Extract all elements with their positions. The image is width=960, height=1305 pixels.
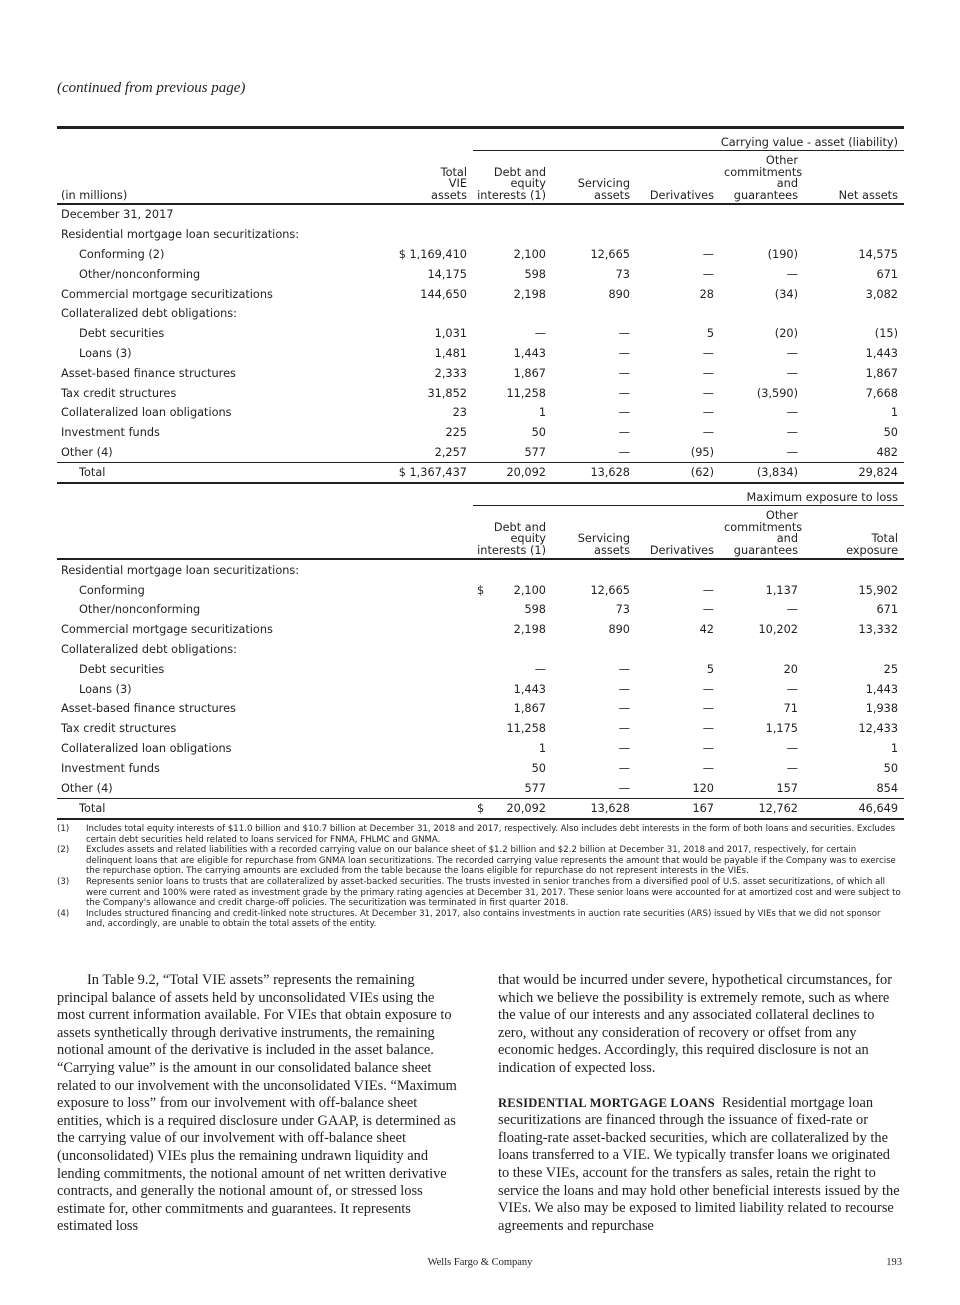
table-cell [552,225,636,245]
table-cell: 144,650 [420,287,467,301]
spacer-cell [369,620,473,640]
column-header-line: assets [594,188,630,202]
column-header [473,151,552,205]
table-cell: — [618,662,630,676]
column-header-line: Total [440,165,467,179]
table-cell: 598 [524,267,546,281]
column-label-header: (in millions) [57,151,369,205]
table-cell: 14,575 [858,247,898,261]
row-label: Commercial mortgage securitizations [61,287,273,301]
table-cell [720,559,804,580]
table-cell: — [786,346,798,360]
table-cell [473,225,552,245]
column-header-line: assets [431,188,467,202]
column-header [552,506,636,560]
table-cell: (95) [690,445,714,459]
date-label: December 31, 2017 [61,208,174,222]
table-cell: 2,257 [434,445,467,459]
column-header-line: equity [510,532,546,546]
column-header [636,506,720,560]
spacer-cell [369,580,473,600]
table-row [57,284,904,304]
table-cell: (20) [774,327,798,341]
row-label: Debt securities [79,327,165,341]
table-row [57,383,904,403]
table-row [57,580,904,600]
total-row [57,798,904,819]
table-row [57,403,904,423]
body-paragraph: that would be incurred under severe, hypothetical circumstances, for which we believe the possibility is extremely remote, such as where the value of our interests and any associated collateral declines to zero, without any consideration of recovery or offset from any economic hedges. Accordingly, this required disclosure is not an indication of expected loss. [498,972,892,1076]
table-cell [552,559,636,580]
table-cell: 1,175 [765,722,798,736]
footnote [57,877,902,909]
table-cell: — [618,741,630,755]
table-cell: — [534,327,546,341]
table-cell: 73 [615,267,630,281]
table-cell [473,699,552,719]
column-header-line: guarantees [733,543,798,557]
table-cell: $ 1,169,410 [398,247,467,261]
table-cell: — [618,445,630,459]
spacer-cell [369,659,473,679]
row-label: Conforming (2) [79,247,165,261]
table-cell: 12,665 [590,583,630,597]
row-label: Investment funds [61,761,160,775]
footnote-text: Excludes assets and related liabilities with a recorded carrying value on our balance sheet of $1.2 billion and $2.2 billion at December 31, 2018 and 2017, respectively, for certain delinquent loans that are eligible for repurchase from GNMA loan securitizations. The recorded carrying value represents the amount that would be payable if the Company was to exercise the repurchase option. The carrying amounts are excluded from the table because the loans eligible for repurchase do not represent interests in the VIEs. [86,845,896,877]
column-header-line: Servicing [577,532,630,546]
table-cell: (3,590) [756,386,798,400]
table-cell: 1,031 [434,327,467,341]
table-row [57,719,904,739]
spacer-cell [369,778,473,798]
column-header [552,151,636,205]
row-label: Collateralized debt obligations: [61,642,237,656]
section-heading: RESIDENTIAL MORTGAGE LOANS [498,1095,715,1110]
table-row [57,778,904,798]
table-cell: 42 [699,623,714,637]
table-cell: 2,100 [513,247,546,261]
table-cell: 5 [706,662,714,676]
cell-value: 1,443 [513,682,546,696]
table-cell: 1,443 [513,346,546,360]
table-cell: — [618,702,630,716]
table-cell: 482 [876,445,898,459]
table-cell: 120 [692,781,714,795]
total-cell: 13,628 [552,463,636,484]
dollar-sign: $ [477,583,485,597]
footnote [57,824,902,845]
footnote-text: Includes total equity interests of $11.0 billion and $10.7 billion at December 31, 2018 and 2017, respectively. Also includes debt interests in the form of both loans and securities. Excludes certain debt securities held related to loans serviced for FNMA, FHLMC and GNMA. [86,824,896,845]
column-header [720,151,804,205]
table-row [57,600,904,620]
column-header-line: interests (1) [477,543,546,557]
table-cell [720,225,804,245]
table-cell: 2,198 [513,287,546,301]
cell-value: 2,100 [513,583,546,597]
cell-value: 50 [531,761,546,775]
total-label: Total [57,798,369,819]
table-cell: 225 [445,426,467,440]
row-label: Investment funds [61,426,160,440]
table-cell [636,640,720,660]
table-cell: 23 [452,406,467,420]
table-cell: — [702,426,714,440]
table-cell: 157 [776,781,798,795]
table-row [57,344,904,364]
spacer-cell [369,679,473,699]
table1-group-header: Carrying value - asset (liability) [473,129,904,151]
spacer-cell [369,719,473,739]
footnote-number: (3) [57,876,70,887]
table-cell [473,778,552,798]
column-header [804,506,904,560]
table-cell: — [786,267,798,281]
table-cell: — [618,426,630,440]
column-header-line: commitments [724,165,803,179]
table-cell: 1 [890,406,898,420]
table-row [57,679,904,699]
table-cell: — [618,406,630,420]
spacer-cell [369,739,473,759]
table-cell [473,580,552,600]
table-row [57,225,904,245]
table-cell [552,640,636,660]
row-label: Collateralized debt obligations: [61,307,237,321]
table-cell [552,304,636,324]
table-cell [636,304,720,324]
spacer-cell [369,699,473,719]
table-cell: (190) [767,247,798,261]
table-cell: — [702,741,714,755]
table-row [57,758,904,778]
total-cell: 12,762 [720,798,804,819]
column-header-line: Debt and [493,165,546,179]
table-cell: 1,443 [865,682,899,696]
table-cell [636,225,720,245]
dollar-sign: $ [477,801,485,815]
section-text: Residential mortgage loan securitizations are financed through the issuance of fixed-rate or floating-rate asset-backed securities, which are collateralized by the loans transferred to a VIE. We typically transfer loans we originated to these VIEs, account for the transfers as sales, retain the right to service the loans and may hold other beneficial interests issued by the VIEs. We also may be exposed to limited liability related to recourse agreements and repurchase [498,1094,900,1234]
table-cell [720,640,804,660]
table-cell: 71 [783,702,798,716]
total-cell: $ 1,367,437 [369,463,473,484]
table-cell: 1,867 [865,366,898,380]
total-value: 20,092 [506,801,546,815]
table-cell: 73 [615,603,630,617]
cell-value: 1 [538,741,546,755]
table-cell: — [702,603,714,617]
table-cell: 2,333 [434,366,467,380]
column-header [473,506,552,560]
footnote-text: Represents senior loans to trusts that are collateralized by asset-backed securities. The trusts invested in senior tranches from a diversified pool of U.S. asset securitizations, of which all were current and 100% were rated as investment grade by the primary rating agencies at December 31, 2017. These senior loans were accounted for at amortized cost and were subject to the Company's allowance and credit charge-off policies. The securitization was terminated in first quarter 2018. [86,876,901,909]
column-header-line: Total [871,532,899,546]
table-row [57,363,904,383]
table-row [57,620,904,640]
table-cell [473,304,552,324]
table-cell [473,758,552,778]
body-paragraph [498,1095,903,1236]
footnote [57,845,902,877]
table-cell: 1,938 [865,702,899,716]
row-label: Loans (3) [79,346,132,360]
row-label: Tax credit structures [61,386,177,400]
row-label: Debt securities [79,662,165,676]
column-header-line: Servicing [577,177,630,190]
row-label: Collateralized loan obligations [61,741,232,755]
row-label: Conforming [79,583,145,597]
table-cell: — [786,761,798,775]
column-header [636,151,720,205]
table-cell: 1,481 [434,346,467,360]
table-cell: 1 [538,406,546,420]
table-cell [804,640,904,660]
table-cell: — [618,366,630,380]
table-cell [804,225,904,245]
footnote-number: (2) [57,845,70,856]
footnote-number: (1) [57,824,70,834]
column-header-line: VIE [448,177,467,190]
table-cell: — [702,583,714,597]
column-header-line: Other [765,509,798,523]
row-label: Other (4) [61,781,113,795]
table-cell: — [786,445,798,459]
column-header-line: Net assets [838,188,898,202]
footnote-text: Includes structured financing and credit-linked note structures. At December 31, 2017, also contains investments in auction rate securities (ARS) issued by VIEs that we did not sponsor and, accordingly, are unable to obtain the total assets of the entity. [86,908,881,930]
column-header-line: Other [765,154,798,167]
table-cell: — [702,722,714,736]
column-header-line: equity [510,177,546,190]
cell-value: 577 [524,781,546,795]
table-cell: — [618,722,630,736]
row-label: Collateralized loan obligations [61,406,232,420]
row-label: Asset-based finance structures [61,702,236,716]
column-header-line: Debt and [493,520,546,534]
table-row [57,640,904,660]
column-header [720,506,804,560]
table-cell: 10,202 [758,623,798,637]
row-label: Loans (3) [79,682,132,696]
table-row [57,324,904,344]
column-header-line: and [776,532,798,546]
table-cell: 5 [706,327,714,341]
column-header-line: Derivatives [649,543,714,557]
table-row [57,304,904,324]
body-right-column [498,972,903,1235]
footer-company: Wells Fargo & Company [427,1257,533,1268]
table-cell: — [786,603,798,617]
table-cell: 13,332 [858,623,899,637]
column-header-line: commitments [724,520,803,534]
table2-header-row [57,506,904,560]
cell-value: — [534,662,546,676]
total-cell: 46,649 [804,798,904,819]
table-cell: 11,258 [506,386,546,400]
table-cell: — [702,346,714,360]
table-cell [473,559,552,580]
table-cell: — [702,761,714,775]
table-cell [720,304,804,324]
table-cell: — [702,406,714,420]
table-row [57,559,904,580]
table-cell: 28 [699,287,714,301]
table-cell: 31,852 [427,386,467,400]
row-label: Tax credit structures [61,722,177,736]
table-cell [473,600,552,620]
column-header-line: assets [594,543,630,557]
table-cell [473,719,552,739]
table-cell: — [786,366,798,380]
table-cell [473,679,552,699]
table-cell: — [618,781,630,795]
table-cell: 890 [608,623,630,637]
table2-group-header: Maximum exposure to loss [473,484,904,506]
spacer-cell [369,640,473,660]
table-cell: 890 [608,287,630,301]
cell-value: 1,867 [513,702,546,716]
table-row [57,699,904,719]
page-number: 193 [886,1257,902,1268]
footnote-number: (4) [57,908,70,919]
table-cell: 671 [876,267,898,281]
column-header [804,151,904,205]
row-label: Residential mortgage loan securitizations: [61,563,300,577]
total-cell [473,798,552,819]
maximum-exposure-table [57,484,904,820]
table-cell: — [618,327,630,341]
cell-value: 2,198 [513,623,546,637]
total-label: Total [57,463,369,484]
table-cell: 1,137 [765,583,798,597]
table-cell: — [702,682,714,696]
table-cell: 25 [883,662,899,676]
spacer-cell [369,758,473,778]
table-row [57,423,904,443]
total-row [57,463,904,484]
table-cell [473,659,552,679]
table-cell: 20 [783,662,798,676]
table-cell [804,559,904,580]
table-cell: — [702,267,714,281]
table-row [57,264,904,284]
table-cell: — [618,761,630,775]
table-cell: 1,443 [865,346,898,360]
table-cell: — [786,406,798,420]
table-cell: 50 [883,761,899,775]
total-cell: 167 [636,798,720,819]
footnotes [57,824,902,930]
table-cell: 7,668 [865,386,898,400]
cell-value: 11,258 [506,722,546,736]
row-label: Other/nonconforming [79,603,201,617]
column-header-line: Derivatives [649,188,714,202]
continued-label: (continued from previous page) [57,80,246,96]
table-cell: 12,665 [590,247,630,261]
column-header-line: exposure [846,543,899,557]
total-cell: 13,628 [552,798,636,819]
table-cell [369,225,473,245]
table-cell: 671 [876,603,899,617]
column-header-line: and [776,177,798,190]
table-cell: — [618,346,630,360]
row-label: Other (4) [61,445,113,459]
body-paragraph: In Table 9.2, “Total VIE assets” represents the remaining principal balance of assets held by unconsolidated VIEs using the most current information available. For VIEs that obtain exposure to assets synthetically through derivative instruments, the remaining notional amount of the derivative is included in the asset balance. “Carrying value” is the amount in our consolidated balance sheet related to our involvement with the unconsolidated VIEs. “Maximum exposure to loss” from our involvement with off-balance sheet entities, which is a required disclosure under GAAP, is determined as the carrying value of our involvement with off-balance sheet (unconsolidated) VIEs plus the remaining undrawn liquidity and lending commitments, the notional amount of net written derivative contracts, and generally the notional amount of, or stressed loss estimate for, other commitments and guarantees. It represents estimated loss [57,972,457,1235]
table-cell: 50 [531,426,546,440]
row-label: Residential mortgage loan securitizations: [61,228,300,242]
table-cell [636,559,720,580]
table-cell: — [618,386,630,400]
table-cell: 12,433 [858,722,899,736]
column-header-line: interests (1) [477,188,546,202]
column-header [369,151,473,205]
table-cell [473,620,552,640]
row-label: Other/nonconforming [79,267,201,281]
table-cell: (15) [874,327,898,341]
table1-header-row [57,151,904,205]
table-cell: 1 [890,741,899,755]
table-cell: 1,867 [513,366,546,380]
spacer-cell [369,600,473,620]
table-cell: — [702,386,714,400]
table-row [57,739,904,759]
table-cell [473,640,552,660]
table-cell [369,304,473,324]
row-label: Commercial mortgage securitizations [61,623,273,637]
table-row [57,245,904,265]
table-cell: 50 [883,426,898,440]
table-cell: — [786,426,798,440]
table-cell [473,739,552,759]
table-cell: 14,175 [427,267,467,281]
table-cell: 854 [876,781,899,795]
table-row [57,659,904,679]
table-cell: 15,902 [858,583,899,597]
vie-tables [57,126,904,820]
table-row [57,443,904,463]
table-cell: 577 [524,445,546,459]
table-cell: — [786,741,798,755]
table-cell: 3,082 [865,287,898,301]
column-header-line: guarantees [733,188,798,202]
table-cell: — [702,702,714,716]
footnote [57,909,902,930]
carrying-value-table [57,126,904,484]
total-cell: 29,824 [804,463,904,484]
table-cell: — [702,247,714,261]
row-label: Asset-based finance structures [61,366,236,380]
cell-value: 598 [524,603,546,617]
total-cell: (62) [636,463,720,484]
body-left-column [57,972,462,1236]
total-cell: 20,092 [473,463,552,484]
total-cell: (3,834) [720,463,804,484]
table-cell: — [702,366,714,380]
table-cell: — [618,682,630,696]
table-cell [804,304,904,324]
table-cell: — [786,682,798,696]
spacer-cell [369,559,473,580]
table-cell: (34) [774,287,798,301]
